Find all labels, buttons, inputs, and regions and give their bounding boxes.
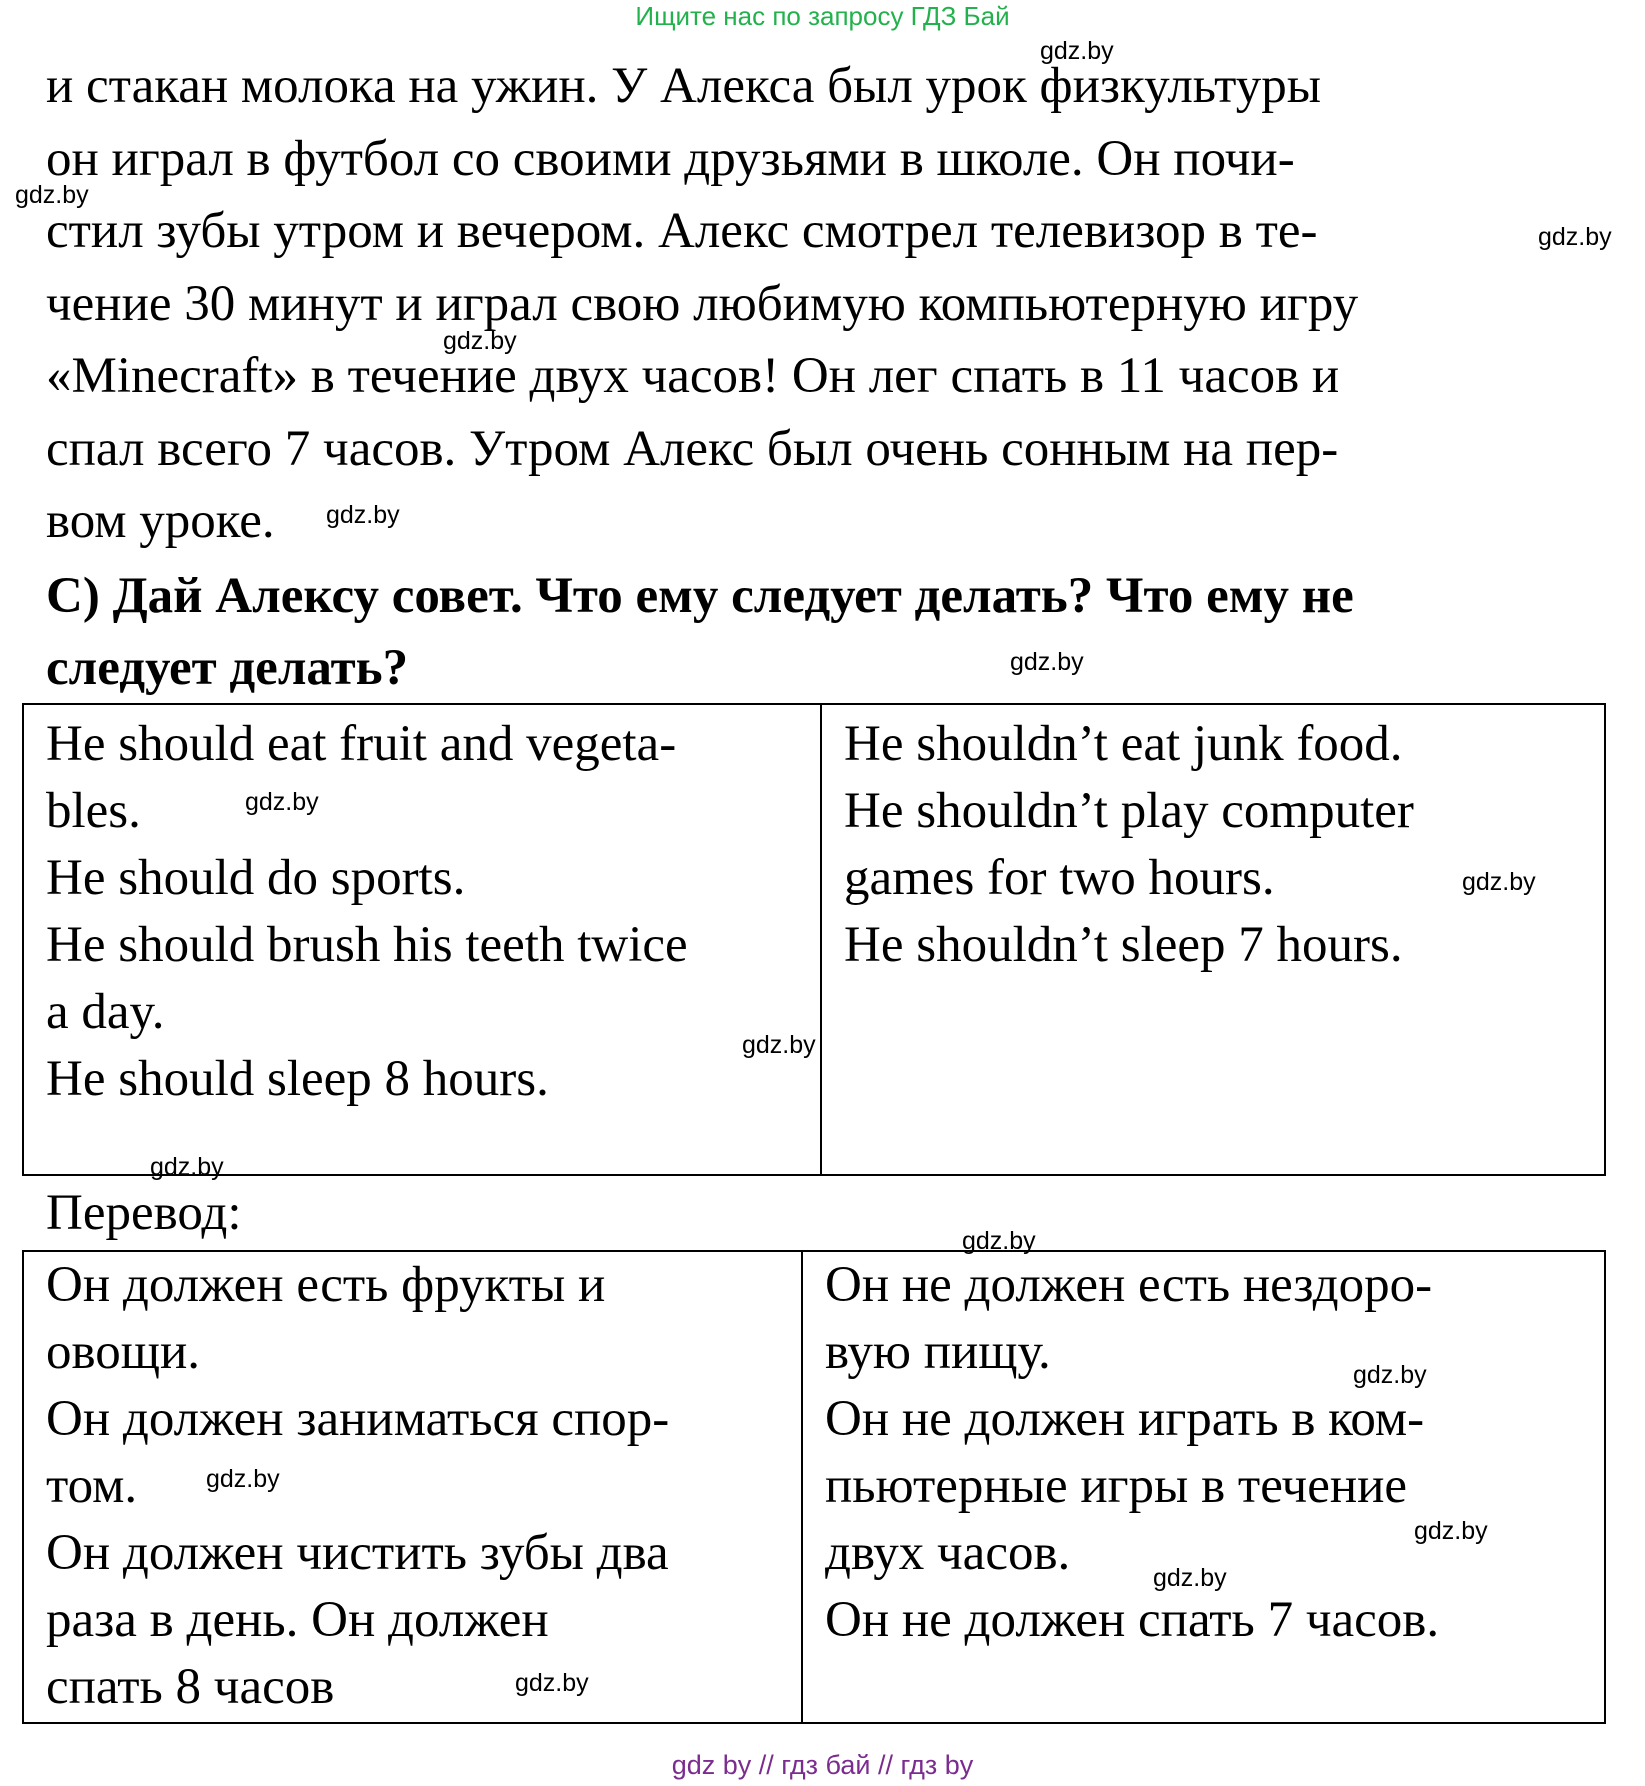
- shouldnt-column: [801, 1252, 1604, 1722]
- watermark: gdz.by: [245, 788, 319, 816]
- watermark: gdz.by: [1538, 223, 1612, 251]
- table-cell-line: том.: [46, 1458, 138, 1514]
- table-cell-line: He shouldn’t sleep 7 hours.: [844, 917, 1403, 973]
- table-cell-line: games for two hours.: [844, 850, 1275, 906]
- paragraph-line: спал всего 7 часов. Утром Алекс был очень сонным на пер-: [46, 420, 1339, 477]
- heading-line: C) Дай Алексу совет. Что ему следует делать? Что ему не: [46, 568, 1354, 624]
- footer-links: gdz by // гдз бай // гдз by: [671, 1750, 974, 1780]
- table-cell-line: спать 8 часов: [46, 1659, 335, 1715]
- table-cell-line: Он должен есть фрукты и: [46, 1257, 606, 1313]
- table-cell-line: He should eat fruit and vegeta-: [46, 716, 677, 772]
- table-cell-line: Он должен чистить зубы два: [46, 1525, 669, 1581]
- paragraph-line: стил зубы утром и вечером. Алекс смотрел телевизор в те-: [46, 203, 1318, 259]
- table-cell-line: Он должен заниматься спор-: [46, 1391, 670, 1447]
- top-banner: Ищите нас по запросу ГДЗ Бай: [635, 1, 1010, 31]
- watermark: gdz.by: [1353, 1361, 1427, 1389]
- table-cell-line: Он не должен играть в ком-: [825, 1391, 1425, 1447]
- watermark: gdz.by: [206, 1465, 280, 1493]
- paragraph-line: и стакан молока на ужин. У Алекса был урок физкультуры: [46, 58, 1321, 114]
- watermark: gdz.by: [15, 181, 89, 209]
- table-cell-line: пьютерные игры в течение: [825, 1458, 1408, 1514]
- table-cell-line: Он не должен есть нездоро-: [825, 1257, 1433, 1313]
- table-cell-line: a day.: [46, 984, 165, 1040]
- should-column: [24, 705, 820, 1174]
- paragraph-line: чение 30 минут и играл свою любимую компьютерную игру: [46, 275, 1359, 332]
- should-column: [24, 1252, 801, 1722]
- translation-label: Перевод:: [46, 1185, 242, 1241]
- heading-line: следует делать?: [46, 640, 409, 696]
- table-cell-line: двух часов.: [825, 1525, 1071, 1581]
- story-paragraph: [46, 50, 1566, 558]
- watermark: gdz.by: [742, 1031, 816, 1059]
- shouldnt-column: [820, 705, 1604, 1174]
- table-cell-line: вую пищу.: [825, 1324, 1051, 1380]
- watermark: gdz.by: [1010, 648, 1084, 676]
- table-cell-line: раза в день. Он должен: [46, 1592, 549, 1648]
- watermark: gdz.by: [150, 1153, 224, 1181]
- watermark: gdz.by: [443, 327, 517, 355]
- table-cell-line: He shouldn’t eat junk food.: [844, 716, 1403, 772]
- advice-table-english: [22, 703, 1606, 1176]
- watermark: gdz.by: [962, 1227, 1036, 1255]
- watermark: gdz.by: [515, 1669, 589, 1697]
- table-cell-line: He shouldn’t play computer: [844, 783, 1414, 839]
- task-heading: [46, 560, 1606, 704]
- table-cell-line: bles.: [46, 783, 141, 839]
- watermark: gdz.by: [1414, 1517, 1488, 1545]
- paragraph-line: вом уроке.: [46, 493, 275, 549]
- table-cell-line: He should do sports.: [46, 850, 466, 906]
- watermark: gdz.by: [326, 501, 400, 529]
- paragraph-line: «Minecraft» в течение двух часов! Он лег спать в 11 часов и: [46, 348, 1340, 404]
- table-cell-line: овощи.: [46, 1324, 201, 1380]
- table-cell-line: He should brush his teeth twice: [46, 917, 688, 973]
- watermark: gdz.by: [1153, 1564, 1227, 1592]
- watermark: gdz.by: [1462, 868, 1536, 896]
- table-cell-line: He should sleep 8 hours.: [46, 1051, 549, 1107]
- watermark: gdz.by: [1040, 37, 1114, 65]
- table-cell-line: Он не должен спать 7 часов.: [825, 1592, 1440, 1648]
- paragraph-line: он играл в футбол со своими друзьями в школе. Он почи-: [46, 130, 1295, 187]
